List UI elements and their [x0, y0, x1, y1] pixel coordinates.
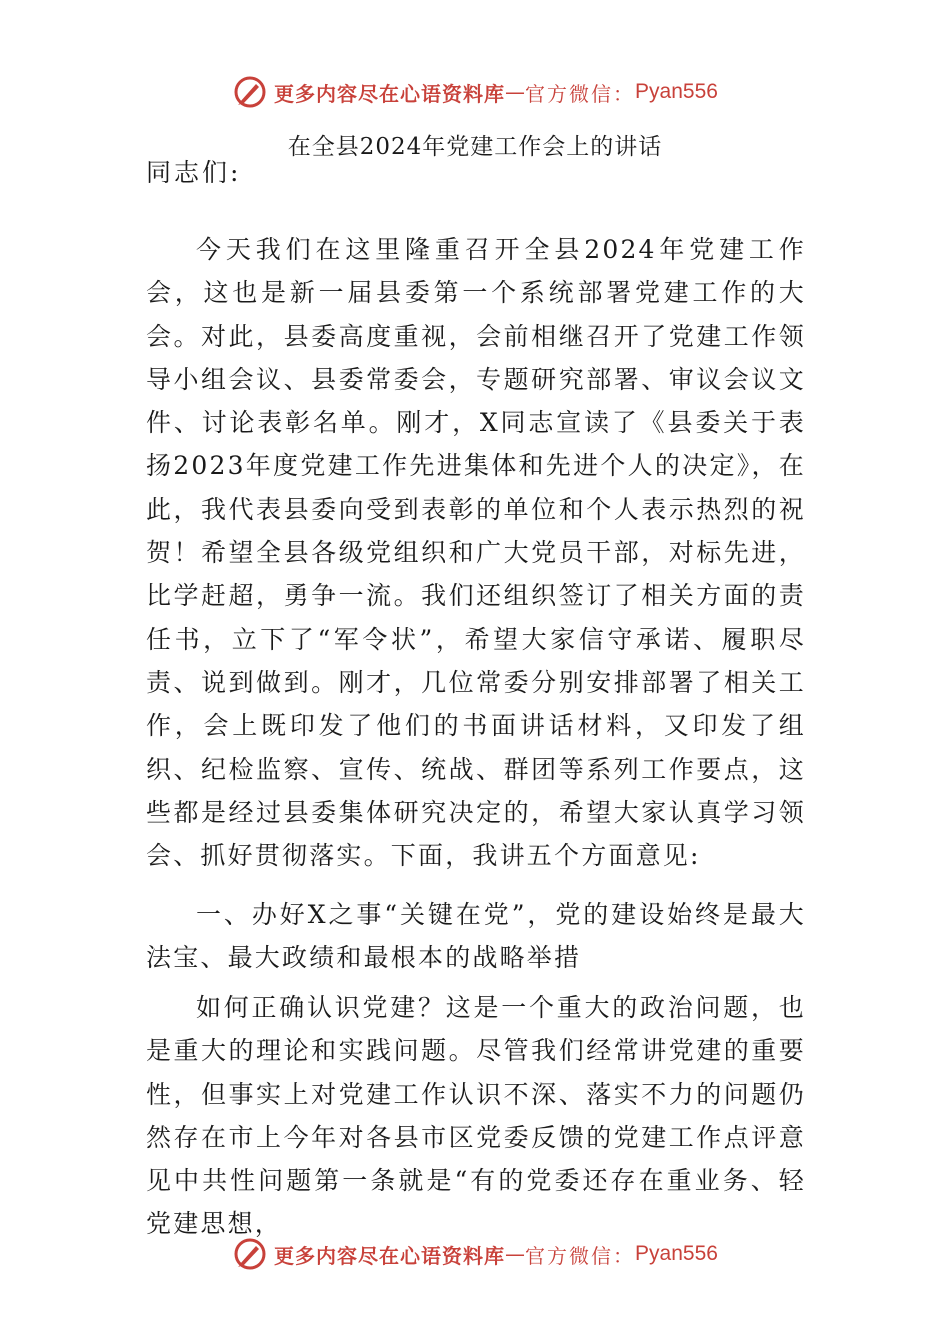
official-wechat-label: 官方微信：: [525, 81, 636, 106]
brand-name: 更多内容尽在心语资料库: [274, 1243, 506, 1268]
wechat-id: Pyan556: [635, 80, 718, 103]
brand-name: 更多内容尽在心语资料库: [274, 81, 506, 106]
body-paragraph: 今天我们在这里隆重召开全县2024年党建工作会，这也是新一届县委第一个系统部署党建工作的大会。对此，县委高度重视，会前相继召开了党建工作领导小组会议、县委常委会，专题研究部署、审议会议文件、讨论表彰名单。刚才，X同志宣读了《县委关于表扬2023年度党建工作先进集体和先进个人的决定》，在此，我代表县委向受到表彰的单位和个人表示热烈的祝贺！希望全县各级党组织和广大党员干部，对标先进，比学赶超，勇争一流。我们还组织签订了相关方面的责任书，立下了“军令状”，希望大家信守承诺、履职尽责、说到做到。刚才，几位常委分别安排部署了相关工作，会上既印发了他们的书面讲话材料，又印发了组织、纪检监察、宣传、统战、群团等系列工作要点，这些都是经过县委集体研究决定的，希望大家认真学习领会、抓好贯彻落实。下面，我讲五个方面意见:: [146, 235, 806, 871]
document-title: 在全县2024年党建工作会上的讲话: [287, 134, 663, 160]
body-paragraph-2-container: [146, 986, 806, 1246]
salutation: 同志们:: [146, 158, 242, 187]
wechat-id: Pyan556: [635, 1242, 718, 1265]
section-heading-container: [146, 893, 806, 980]
banner-separator: —: [505, 1242, 526, 1266]
footer-watermark-banner: [0, 1232, 950, 1276]
header-watermark-banner: [0, 70, 950, 114]
pen-circle-logo-icon: [232, 74, 268, 110]
body-paragraph: 如何正确认识党建？这是一个重大的政治问题，也是重大的理论和实践问题。尽管我们经常讲党建的重要性，但事实上对党建工作认识不深、落实不力的问题仍然存在市上今年对各县市区党委反馈的党建工作点评意见中共性问题第一条就是“有的党委还存在重业务、轻党建思想，: [146, 993, 806, 1239]
body-paragraph-1-container: [146, 228, 806, 877]
banner-separator: —: [505, 80, 526, 104]
pen-circle-logo-icon: [232, 1236, 268, 1272]
official-wechat-label: 官方微信：: [525, 1243, 636, 1268]
section-heading-1: 一、办好X之事“关键在党”，党的建设始终是最大法宝、最大政绩和最根本的战略举措: [146, 900, 806, 973]
